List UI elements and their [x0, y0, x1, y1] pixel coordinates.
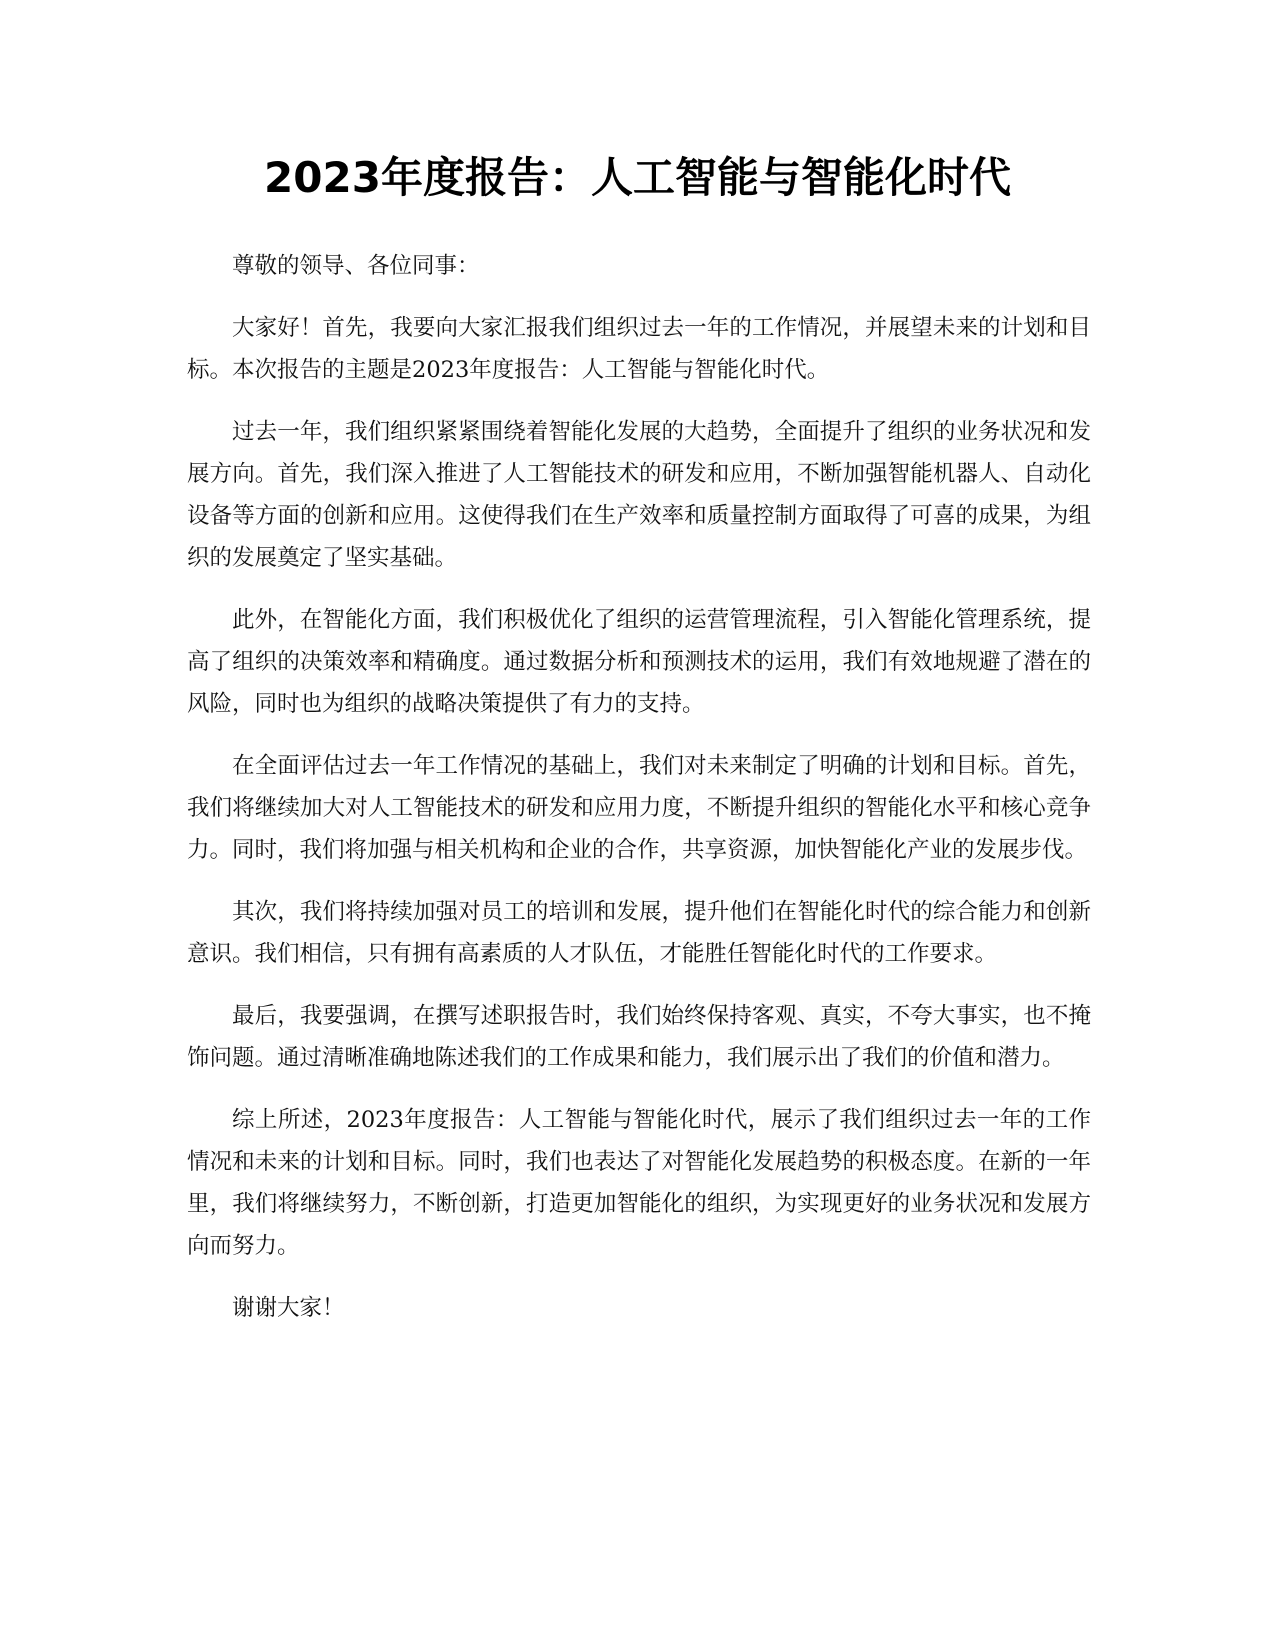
paragraph-past-year: 过去一年，我们组织紧紧围绕着智能化发展的大趋势，全面提升了组织的业务状况和发展方向。首先，我们深入推进了人工智能技术的研发和应用，不断加强智能机器人、自动化设备等方面的创新和应用。这使得我们在生产效率和质量控制方面取得了可喜的成果，为组织的发展奠定了坚实基础。	[187, 419, 1091, 571]
salutation: 尊敬的领导、各位同事：	[232, 253, 480, 279]
paragraph-training: 其次，我们将持续加强对员工的培训和发展，提升他们在智能化时代的综合能力和创新意识。我们相信，只有拥有高素质的人才队伍，才能胜任智能化时代的工作要求。	[187, 899, 1091, 967]
paragraph-future-plans: 在全面评估过去一年工作情况的基础上，我们对未来制定了明确的计划和目标。首先，我们将继续加大对人工智能技术的研发和应用力度，不断提升组织的智能化水平和核心竞争力。同时，我们将加强与相关机构和企业的合作，共享资源，加快智能化产业的发展步伐。	[187, 753, 1091, 863]
paragraph-intro: 大家好！首先，我要向大家汇报我们组织过去一年的工作情况，并展望未来的计划和目标。本次报告的主题是2023年度报告：人工智能与智能化时代。	[187, 315, 1091, 383]
document-body	[187, 245, 1091, 1349]
paragraph-summary: 综上所述，2023年度报告：人工智能与智能化时代，展示了我们组织过去一年的工作情况和未来的计划和目标。同时，我们也表达了对智能化发展趋势的积极态度。在新的一年里，我们将继续努力，不断创新，打造更加智能化的组织，为实现更好的业务状况和发展方向而努力。	[187, 1107, 1091, 1259]
paragraph-operations: 此外，在智能化方面，我们积极优化了组织的运营管理流程，引入智能化管理系统，提高了组织的决策效率和精确度。通过数据分析和预测技术的运用，我们有效地规避了潜在的风险，同时也为组织的战略决策提供了有力的支持。	[187, 607, 1091, 717]
document-title: 2023年度报告：人工智能与智能化时代	[264, 153, 1011, 202]
closing-thanks: 谢谢大家！	[232, 1295, 345, 1321]
paragraph-objectivity: 最后，我要强调，在撰写述职报告时，我们始终保持客观、真实，不夸大事实，也不掩饰问题。通过清晰准确地陈述我们的工作成果和能力，我们展示出了我们的价值和潜力。	[187, 1003, 1091, 1071]
